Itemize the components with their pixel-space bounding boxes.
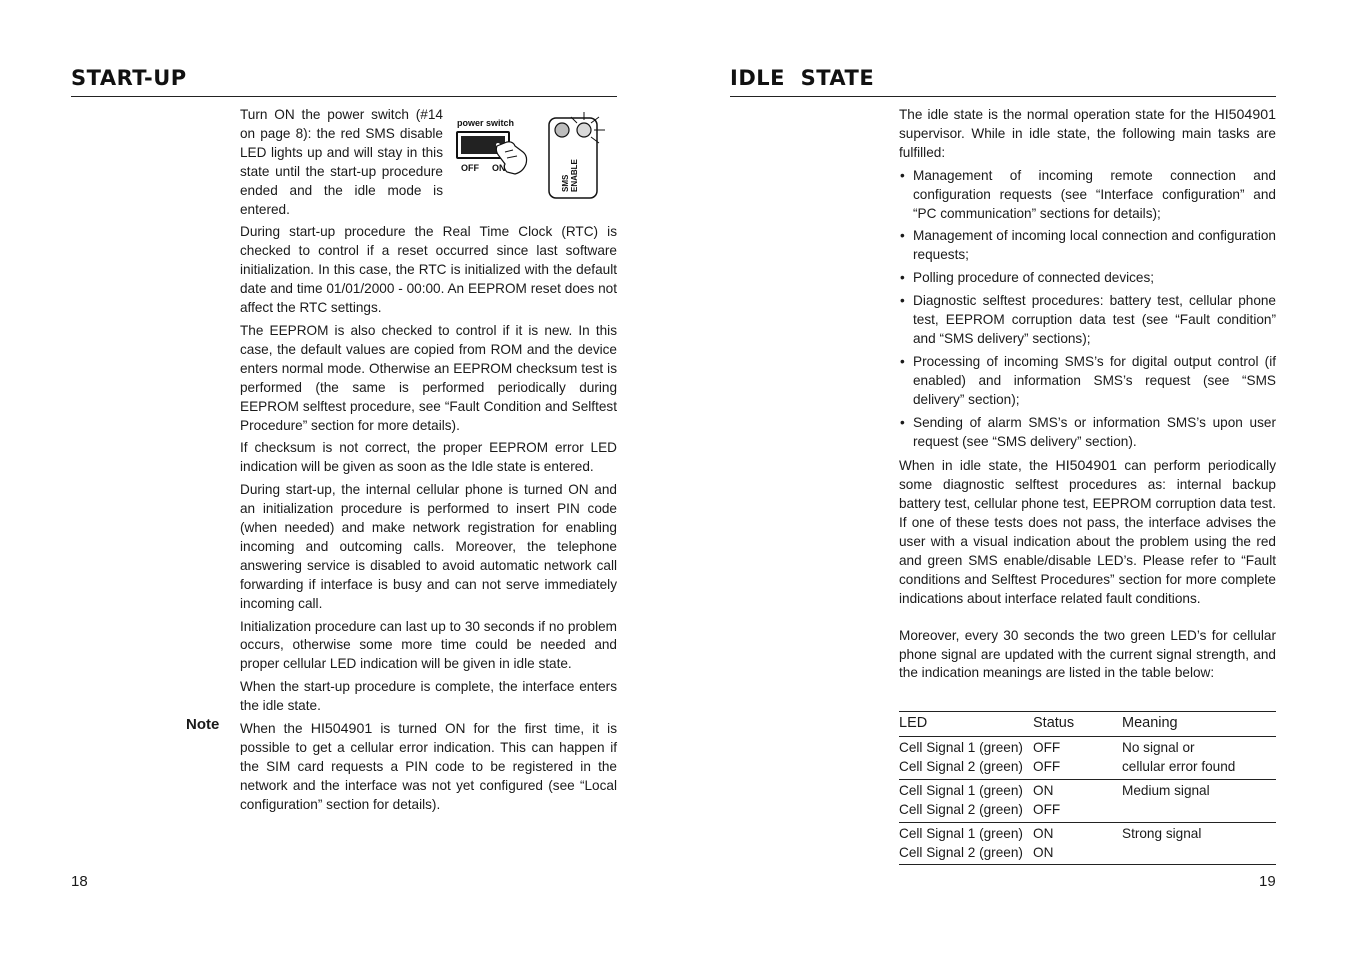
led-name: Cell Signal 2 (green)	[899, 801, 1023, 817]
table-cell-status	[1033, 822, 1122, 865]
switch-on-label: ON	[492, 163, 506, 173]
green-led-icon	[577, 123, 591, 137]
start-up-paragraph: If checksum is not correct, the proper EEPROM error LED indication will be given as soon as the Idle state is entered.	[240, 440, 617, 475]
idle-intro-paragraph	[899, 106, 1276, 163]
idle-intro-product-name: HI504901	[1214, 107, 1276, 123]
idle-state-text-column	[899, 106, 1276, 687]
idle-task-item: • Processing of incoming SMS’s for digital output control (if enabled) and information SMS’s request (see “SMS delivery” section);	[899, 353, 1276, 410]
table-cell-status	[1033, 779, 1122, 822]
switch-off-label: OFF	[461, 163, 479, 173]
table-header-led: LED	[899, 712, 1033, 737]
idle-state-heading-rule	[730, 96, 1276, 97]
led-name: Cell Signal 1 (green)	[899, 782, 1023, 798]
led-meaning: Medium signal	[1122, 782, 1210, 798]
start-up-paragraph: When the start-up procedure is complete, the interface enters the idle state.	[240, 679, 617, 714]
idle-task-item: • Management of incoming remote connection and configuration requests (see “Interface configuration” and “PC communication” sections for details);	[899, 167, 1276, 224]
table-row	[899, 822, 1276, 865]
led-meaning: cellular error found	[1122, 758, 1236, 774]
note-product-name: HI504901	[310, 721, 373, 738]
idle-task-item: • Management of incoming local connection and configuration requests;	[899, 227, 1276, 265]
start-up-paragraph: Initialization procedure can last up to 30 seconds if no problem occurs, otherwise some more time could be needed and proper cellular LED indication will be given in idle state.	[240, 618, 617, 672]
table-cell-meaning	[1122, 737, 1276, 780]
idle-selftest-paragraph	[899, 457, 1276, 608]
start-up-heading-rule	[71, 96, 617, 97]
idle-task-item: • Diagnostic selftest procedures: battery test, cellular phone test, EEPROM corruption data test (see “Fault condition” and “SMS delivery” sections);	[899, 292, 1276, 349]
led-status: ON	[1033, 844, 1054, 860]
idle-task-list	[899, 167, 1276, 452]
note-label: Note	[186, 716, 220, 733]
led-sms-label: SMS	[561, 174, 570, 192]
red-led-icon	[555, 123, 569, 137]
start-up-text-column	[240, 106, 617, 819]
start-up-paragraph: The EEPROM is also checked to control if it is new. In this case, the default values are copied from ROM and the device enters normal mode. Otherwise an EEPROM checksum test is performed (the same is performed periodically during EEPROM selftest procedure, see “Fault Condition and Selftest Procedure” section for more details).	[240, 322, 617, 433]
idle-selftest-after: can perform periodically some diagnostic selftest procedures as: internal backup battery test, cellular phone test, EEPROM corruption data test. If one of these tests does not pass, the interface advises the user with a visual indication about the problem using the red and green SMS enable/disable LED’s. Please refer to “Fault conditions and Selftest Procedures” section for more complete indications about interface related fault conditions.	[899, 458, 1276, 606]
led-status: ON	[1033, 782, 1054, 798]
led-name: Cell Signal 1 (green)	[899, 740, 1023, 755]
led-meaning: Strong signal	[1122, 825, 1202, 841]
led-status: OFF	[1033, 758, 1061, 774]
idle-signal-paragraph: Moreover, every 30 seconds the two green LED’s for cellular phone signal are updated with the current signal strength, and the indication meanings are listed in the table below:	[899, 627, 1276, 681]
table-cell-status	[1033, 737, 1122, 780]
idle-task-item: • Polling procedure of connected devices;	[899, 269, 1276, 288]
power-switch-label: power switch	[457, 118, 515, 128]
led-name: Cell Signal 2 (green)	[899, 844, 1023, 860]
idle-task-item: • Sending of alarm SMS’s or information SMS’s upon user request (see “SMS delivery” section).	[899, 414, 1276, 452]
start-up-paragraph: Turn ON the power switch (#14 on page 8): the red SMS disable LED lights up and will stay in this state until the start-up procedure ended and the idle mode is entered.	[240, 107, 443, 217]
idle-intro-before: The idle state is the normal operation state for the	[899, 107, 1215, 122]
note-text-before: When the	[240, 721, 311, 737]
led-name: Cell Signal 1 (green)	[899, 825, 1023, 841]
idle-state-heading: IDLE STATE	[730, 66, 875, 90]
page-number-right: 19	[1259, 873, 1276, 890]
table-header-status: Status	[1033, 712, 1122, 737]
start-up-paragraph: During start-up, the internal cellular phone is turned ON and an initialization procedure is performed to insert PIN code (when needed) and make network registration for enabling incoming and outcoming calls. Moreover, the telephone answering service is disabled to avoid automatic network call forwarding if interface is busy and can not serve immediately incoming call.	[240, 482, 617, 611]
table-header-row	[899, 712, 1276, 737]
table-cell-led	[899, 779, 1033, 822]
start-up-heading: START-UP	[71, 66, 187, 90]
idle-selftest-before: When in idle state, the	[899, 458, 1056, 474]
table-cell-led	[899, 737, 1033, 780]
start-up-paragraph: During start-up procedure the Real Time Clock (RTC) is checked to control if a reset occurred since last software initialization. In this case, the RTC is initialized with the default date and time 01/01/2000 - 00:00. An EEPROM reset does not affect the RTC settings.	[240, 224, 617, 316]
note-paragraph	[240, 720, 617, 815]
power-switch-figure	[453, 106, 617, 202]
led-enable-label: ENABLE	[570, 159, 579, 192]
table-cell-meaning	[1122, 779, 1276, 822]
table-cell-meaning	[1122, 822, 1276, 865]
led-meaning: No signal or	[1122, 740, 1195, 755]
led-name: Cell Signal 2 (green)	[899, 758, 1023, 774]
led-status: ON	[1033, 825, 1054, 841]
idle-intro-after: supervisor. While in idle state, the following main tasks are fulfilled:	[899, 125, 1276, 160]
page-number-left: 18	[71, 873, 88, 890]
idle-selftest-product-name: HI504901	[1055, 458, 1117, 475]
led-signal-table	[899, 711, 1276, 865]
table-cell-led	[899, 822, 1033, 865]
table-row	[899, 737, 1276, 780]
note-text-after: is turned ON for the first time, it is possible to get a cellular error indication. This can happen if the SIM card requests a PIN code to be registered in the network and the interface was not yet configured (see “Local configuration” section for details).	[240, 721, 617, 812]
led-status: OFF	[1033, 740, 1061, 755]
led-status: OFF	[1033, 801, 1061, 817]
table-row	[899, 779, 1276, 822]
table-header-meaning: Meaning	[1122, 712, 1276, 737]
